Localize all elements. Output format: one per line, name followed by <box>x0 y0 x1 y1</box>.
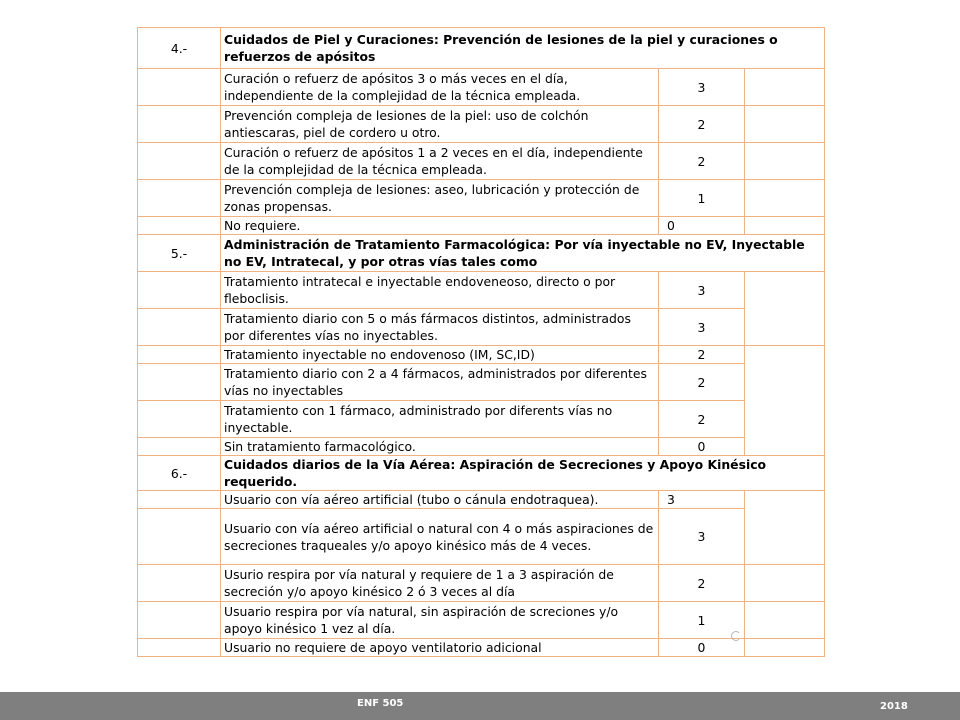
item-score: 1 <box>659 180 745 217</box>
item-score: 0 <box>659 639 745 657</box>
score-entry-cell[interactable] <box>745 69 825 106</box>
scoring-table <box>137 27 825 657</box>
item-description: Curación o refuerz de apósitos 3 o más veces en el día, independiente de la complejidad de la técnica empleada. <box>221 69 659 106</box>
item-description: No requiere. <box>221 217 659 235</box>
table-row <box>138 602 825 639</box>
item-description: Tratamiento diario con 5 o más fármacos distintos, administrados por diferentes vías no inyectables. <box>221 309 659 346</box>
item-description: Curación o refuerz de apósitos 1 a 2 veces en el día, independiente de la complejidad de la técnica empleada. <box>221 143 659 180</box>
item-description: Usuario respira por vía natural, sin aspiración de screciones y/o apoyo kinésico 1 vez al día. <box>221 602 659 639</box>
table-row <box>138 309 825 346</box>
score-entry-cell[interactable] <box>745 217 825 235</box>
table-row <box>138 639 825 657</box>
table-row <box>138 217 825 235</box>
footer-course-code: ENF 505 <box>357 698 404 709</box>
item-description: Tratamiento diario con 2 a 4 fármacos, administrados por diferentes vías no inyectables <box>221 364 659 401</box>
item-description: Tratamiento intratecal e inyectable endoveneoso, directo o por fleboclisis. <box>221 272 659 309</box>
item-score: 0 <box>659 217 745 235</box>
item-description: Usuario no requiere de apoyo ventilatorio adicional <box>221 639 659 657</box>
score-entry-cell[interactable] <box>745 639 825 657</box>
item-description: Tratamiento inyectable no endovenoso (IM, SC,ID) <box>221 346 659 364</box>
item-score: 2 <box>659 401 745 438</box>
table-row <box>138 106 825 143</box>
item-score: 2 <box>659 143 745 180</box>
item-score: 2 <box>659 364 745 401</box>
table-row <box>138 346 825 364</box>
score-entry-cell[interactable] <box>745 272 825 346</box>
item-description: Usuario con vía aéreo artificial o natural con 4 o más aspiraciones de secreciones traqueales y/o apoyo kinésico más de 4 veces. <box>221 509 659 565</box>
table-row <box>138 143 825 180</box>
score-entry-cell[interactable] <box>745 491 825 565</box>
item-description: Prevención compleja de lesiones: aseo, lubricación y protección de zonas propensas. <box>221 180 659 217</box>
item-description: Usurio respira por vía natural y requiere de 1 a 3 aspiración de secreción y/o apoyo kinésico 2 ó 3 veces al día <box>221 565 659 602</box>
item-description: Sin tratamiento farmacológico. <box>221 438 659 456</box>
table-row <box>138 180 825 217</box>
table-row <box>138 272 825 309</box>
section-number: 6.- <box>138 456 221 491</box>
item-score: 1 <box>659 602 745 639</box>
item-score: 0 <box>659 438 745 456</box>
item-score: 2 <box>659 565 745 602</box>
score-entry-cell[interactable] <box>745 143 825 180</box>
table-row <box>138 509 825 565</box>
item-score: 3 <box>659 69 745 106</box>
score-entry-cell[interactable] <box>745 106 825 143</box>
table-row <box>138 401 825 438</box>
score-entry-cell[interactable] <box>745 565 825 602</box>
section-number: 5.- <box>138 235 221 272</box>
section-header-row <box>138 456 825 491</box>
item-score: 3 <box>659 309 745 346</box>
table-row <box>138 438 825 456</box>
item-description: Usuario con vía aéreo artificial (tubo o cánula endotraquea). <box>221 491 659 509</box>
item-score: 2 <box>659 106 745 143</box>
item-description: Prevención compleja de lesiones de la piel: uso de colchón antiescaras, piel de cordero u otro. <box>221 106 659 143</box>
item-score: 3 <box>659 272 745 309</box>
table-row <box>138 565 825 602</box>
table-row <box>138 69 825 106</box>
score-entry-cell[interactable] <box>745 346 825 456</box>
section-header-row <box>138 235 825 272</box>
table-row <box>138 491 825 509</box>
section-header-row <box>138 28 825 69</box>
footer-bar <box>0 692 960 720</box>
section-title: Cuidados de Piel y Curaciones: Prevención de lesiones de la piel y curaciones o refuerzos de apósitos <box>221 28 825 69</box>
section-title: Administración de Tratamiento Farmacológica: Por vía inyectable no EV, Inyectable no EV, Intratecal, y por otras vías tales como <box>221 235 825 272</box>
item-score: 2 <box>659 346 745 364</box>
section-title: Cuidados diarios de la Vía Aérea: Aspiración de Secreciones y Apoyo Kinésico requerido. <box>221 456 825 491</box>
score-entry-cell[interactable] <box>745 602 825 639</box>
item-score: 3 <box>659 509 745 565</box>
item-description: Tratamiento con 1 fármaco, administrado por diferents vías no inyectable. <box>221 401 659 438</box>
footer-year: 2018 <box>880 701 908 712</box>
loading-spinner-icon <box>731 631 741 641</box>
item-score: 3 <box>659 491 745 509</box>
score-entry-cell[interactable] <box>745 180 825 217</box>
section-number: 4.- <box>138 28 221 69</box>
table-row <box>138 364 825 401</box>
